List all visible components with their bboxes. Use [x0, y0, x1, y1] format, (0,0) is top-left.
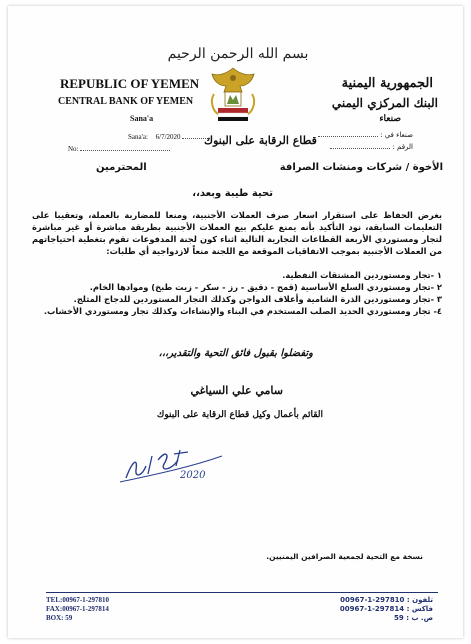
footer-contact-en [46, 596, 109, 623]
ref-ar [330, 143, 413, 151]
bismillah-calligraphy: بسم الله الرحمن الرحيم [167, 46, 309, 62]
city-ar: صنعاء [379, 114, 401, 124]
list-item: ١ -تجار ومستوردين المشتقات النفطية. [282, 270, 442, 280]
handwritten-signature [118, 426, 228, 486]
footer-box-en: BOX: 59 [46, 614, 73, 622]
signer-title: القائم بأعمال وكيل قطاع الرقابة على البنوك [156, 410, 323, 420]
republic-title-ar: الجمهورية اليمنية [341, 76, 433, 91]
list-item: ٣ -تجار ومستوردين الذرة الشامية وأعلاف الدواجن وكذلك التجار المستوردين للدجاج المثلج. [73, 294, 442, 304]
city-en: Sana'a [130, 114, 154, 123]
date-ar [318, 131, 413, 139]
bank-name-en: CENTRAL BANK OF YEMEN [58, 96, 194, 107]
footer-tel-en: TEL:00967-1-297810 [46, 596, 109, 604]
cc-note: نسخة مع التحية لجمعية الصرافين اليمنيين. [266, 552, 423, 561]
footer-fax-ar: فاكس : 297814-1-00967 [339, 605, 433, 613]
footer-tel-ar: تلفون : 297810-1-00967 [340, 596, 433, 604]
bank-name-ar: البنك المركزي اليمني [331, 96, 438, 110]
items-list [32, 269, 442, 317]
greeting: تحية طيبة وبعد،، [192, 188, 273, 199]
date-label-en: Sana'a: [128, 133, 148, 141]
ref-no-en [68, 145, 170, 153]
footer-divider [46, 592, 438, 593]
republic-title-en: REPUBLIC OF YEMEN [60, 76, 200, 91]
main-paragraph: بغرض الحفاظ على استقرار اسعار صرف العملات الأجنبية، ومنعا للمضاربة بالعملة، وتعقيبا على التعليمات السابقة، نود التأكيد بأنه يمنع عليكم بيع العملات الأجنبية بطريقة مباشرة أو غير مباشرة لتجار ومستوردي الأربعة القطاعات التجارية التالية اثناء كون لجنة المدفوعات تقوم بتغطية احتياجاتهم من العملات الأجنبية بموجب الاتفاقيات الموقعة مع اللجنة منعاً لازدواجية أي طلبات: [32, 210, 442, 256]
list-item: ٢ -تجار ومستوردي السلع الأساسية (قمح - دقيق - رز - سكر - زيت طبخ) وموادها الخام. [89, 282, 442, 292]
closing-line: وتفضلوا بقبول فائق التحية والتقدير،،، [158, 348, 313, 359]
signer-name: سامي علي السياغي [190, 384, 283, 397]
yemen-emblem-icon [204, 64, 262, 124]
footer-fax-en: FAX:00967-1-297814 [46, 605, 109, 613]
addressee: الأخوة / شركات ومنشات الصرافة [279, 162, 443, 173]
letter-page [8, 6, 463, 638]
signature-date: 2020 [180, 470, 206, 481]
footer-box-ar: ص. ب : 59 [394, 614, 433, 622]
footer-contact-ar [340, 596, 433, 623]
ref-label-ar: الرقم : [392, 143, 413, 151]
date-label-ar: صنعاء في : [380, 131, 413, 139]
ref-no-label-en: No: [68, 145, 79, 153]
respected-label: المحترمين [96, 162, 147, 173]
date-en [128, 133, 212, 141]
department-title: قطاع الرقابة على البنوك [204, 134, 317, 147]
list-item: ٤- تجار ومستوردي الحديد الصلب المستخدم في البناء والإنشاءات وكذلك تجار ومستوردي الأخشاب. [43, 306, 442, 316]
date-value-en: 6/7/2020 [155, 133, 181, 141]
